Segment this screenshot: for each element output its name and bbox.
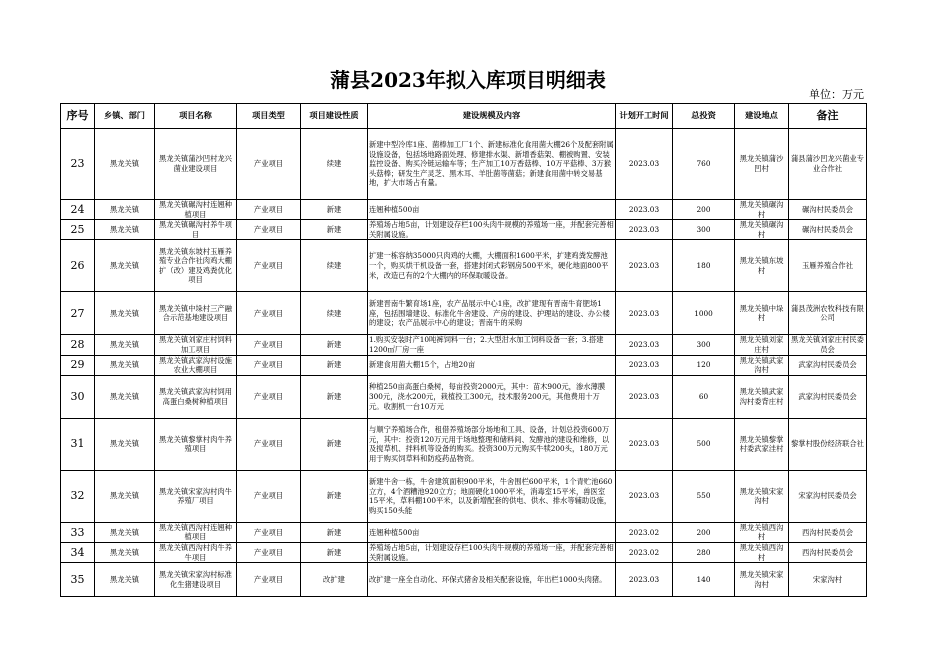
cell-site: 黑龙关镇碾沟村 (735, 220, 789, 240)
cell-start-time: 2023.03 (616, 292, 673, 335)
cell-note: 玉雁养殖合作社 (789, 240, 867, 292)
cell-nature: 改扩建 (301, 563, 368, 597)
cell-scope: 1.购买安装时产10吨裤饲料一台；2.大型泔水加工饲料设备一套；3.搭建1200㎡厂房一座 (368, 335, 616, 355)
cell-town: 黑龙关镇 (95, 522, 155, 542)
cell-note: 碾沟村民委员会 (789, 220, 867, 240)
cell-total-investment: 200 (673, 522, 735, 542)
cell-no: 26 (61, 240, 95, 292)
table-row (61, 220, 867, 240)
cell-site: 黑龙关镇东坡村 (735, 240, 789, 292)
cell-site: 黑龙关镇西沟村 (735, 542, 789, 562)
header-no: 序号 (61, 104, 95, 129)
cell-start-time: 2023.03 (616, 418, 673, 470)
cell-start-time: 2023.03 (616, 200, 673, 220)
cell-site: 黑龙关镇碾沟村 (735, 200, 789, 220)
cell-total-investment: 140 (673, 563, 735, 597)
cell-no: 28 (61, 335, 95, 355)
cell-note: 武家沟村民委员会 (789, 355, 867, 375)
cell-total-investment: 120 (673, 355, 735, 375)
cell-project-type: 产业项目 (237, 240, 301, 292)
cell-project-name: 黑龙关镇蒲沙凹村龙兴菌业建设项目 (155, 129, 237, 200)
table-row (61, 355, 867, 375)
cell-town: 黑龙关镇 (95, 220, 155, 240)
cell-no: 29 (61, 355, 95, 375)
cell-town: 黑龙关镇 (95, 375, 155, 418)
cell-note: 宋家沟村民委员会 (789, 470, 867, 522)
cell-total-investment: 280 (673, 542, 735, 562)
cell-project-type: 产业项目 (237, 470, 301, 522)
cell-note: 黑龙关镇刘家庄村民委员会 (789, 335, 867, 355)
cell-total-investment: 1000 (673, 292, 735, 335)
cell-start-time: 2023.02 (616, 522, 673, 542)
cell-nature: 新建 (301, 522, 368, 542)
cell-no: 23 (61, 129, 95, 200)
cell-project-type: 产业项目 (237, 220, 301, 240)
cell-project-type: 产业项目 (237, 542, 301, 562)
cell-town: 黑龙关镇 (95, 542, 155, 562)
cell-site: 黑龙关镇西沟村 (735, 522, 789, 542)
cell-town: 黑龙关镇 (95, 563, 155, 597)
cell-project-name: 黑龙关镇东坡村玉雁养殖专业合作社肉鸡大棚扩（改）建及鸡粪优化项目 (155, 240, 237, 292)
cell-project-type: 产业项目 (237, 375, 301, 418)
cell-scope: 养殖场占地5亩，计划建设存栏100头肉牛规模的养殖场一座，并配套完善相关附属设施。 (369, 542, 614, 562)
cell-total-investment: 180 (673, 240, 735, 292)
cell-nature: 续建 (301, 292, 368, 335)
cell-project-name: 黑龙关镇宋家沟村标准化生猪建设项目 (155, 563, 237, 597)
header-start: 计划开工时间 (616, 104, 673, 129)
cell-town: 黑龙关镇 (95, 200, 155, 220)
cell-start-time: 2023.03 (616, 335, 673, 355)
header-site: 建设地点 (735, 104, 789, 129)
cell-project-name: 黑龙关镇碾沟村养牛项目 (155, 220, 237, 240)
cell-scope: 种植250亩高蛋白桑树，每亩投资2000元，其中：苗木900元，渗水薄膜300元，浇水200元，栽植投工300元，技术服务200元，其他费用十万元。收割机一台10万元 (368, 375, 616, 418)
table-row (61, 418, 867, 470)
cell-project-type: 产业项目 (237, 563, 301, 597)
cell-town: 黑龙关镇 (95, 355, 155, 375)
cell-site: 黑龙关镇武家沟村 (735, 355, 789, 375)
cell-project-type: 产业项目 (237, 292, 301, 335)
cell-note: 蒲县蒲沙凹龙兴菌业专业合作社 (789, 129, 867, 200)
cell-project-name: 黑龙关镇西沟村连翘种植项目 (155, 522, 237, 542)
cell-site: 黑龙关镇蒲沙凹村 (735, 129, 789, 200)
cell-site: 黑龙关镇武家沟村委背庄村 (735, 375, 789, 418)
cell-town: 黑龙关镇 (95, 292, 155, 335)
cell-nature: 续建 (301, 240, 368, 292)
cell-nature: 新建 (301, 355, 368, 375)
cell-project-name: 黑龙关镇武家沟村饲用高蛋白桑树种植项目 (155, 375, 237, 418)
cell-nature: 新建 (301, 470, 368, 522)
table-row (61, 470, 867, 522)
cell-start-time: 2023.02 (616, 542, 673, 562)
header-note: 备注 (789, 104, 867, 129)
cell-total-investment: 300 (673, 335, 735, 355)
cell-project-type: 产业项目 (237, 418, 301, 470)
cell-scope: 与顺宁养殖场合作，租借养殖场部分场地和工具、设备，计划总投资600万元，其中：投资120万元用于场地整理和储料间、发酵池的建设和维修，以及搅草机、拌料机等设备的购买。投资300万元购买牛犊200头，180万元用于购买饲草料和防疫药品物资。 (368, 418, 616, 470)
table-body (61, 129, 867, 597)
cell-scope: 新建食用菌大棚15个，占地20亩 (368, 355, 616, 375)
cell-project-name: 黑龙关镇中垛村三产融合示范基地建设项目 (155, 292, 237, 335)
table-header-row (61, 104, 867, 129)
cell-scope: 养殖场占地5亩，计划建设存栏100头肉牛规模的养殖场一座，并配套完善相关附属设施。 (369, 220, 614, 239)
cell-start-time: 2023.03 (616, 355, 673, 375)
cell-total-investment: 550 (673, 470, 735, 522)
cell-nature: 新建 (301, 542, 368, 562)
table-row (61, 335, 867, 355)
cell-total-investment: 500 (673, 418, 735, 470)
table-row (61, 200, 867, 220)
header-invest: 总投资 (673, 104, 735, 129)
cell-no: 34 (61, 542, 95, 562)
cell-no: 27 (61, 292, 95, 335)
cell-note: 蒲县茂洲农牧科技有限公司 (789, 292, 867, 335)
table-row (61, 292, 867, 335)
cell-total-investment: 760 (673, 129, 735, 200)
cell-scope: 连翘种植500亩 (368, 200, 616, 220)
cell-site: 黑龙关镇黎掌村委武家洼村 (735, 418, 789, 470)
cell-note: 西沟村民委员会 (789, 542, 867, 562)
header-type: 项目类型 (237, 104, 301, 129)
cell-nature: 续建 (301, 129, 368, 200)
cell-note: 武家沟村民委员会 (789, 375, 867, 418)
table-row (61, 240, 867, 292)
cell-start-time: 2023.03 (616, 129, 673, 200)
cell-scope: 新建中型冷库1座、菌棒加工厂1个、新建标准化食用菌大棚26个及配套附属设施设备，包括场地路面处理、修建排水渠、新增香菇架、棚被购置、安装监控设备、购买冷链运输车等；生产加工10万香菇棒、10万平菇棒、3万猴头菇棒；研发生产灵芝、黑木耳、羊肚菌等菌菇；新建食用菌中转交易基地，扩大市场占有量。 (368, 129, 616, 200)
cell-nature: 新建 (301, 418, 368, 470)
cell-nature: 新建 (301, 200, 368, 220)
cell-site: 黑龙关镇中垛村 (735, 292, 789, 335)
cell-nature: 新建 (301, 220, 368, 240)
cell-note: 碾沟村民委员会 (789, 200, 867, 220)
cell-project-name: 黑龙关镇武家沟村设施农业大棚项目 (155, 355, 237, 375)
project-table (60, 103, 867, 597)
header-scope: 建设规模及内容 (368, 104, 616, 129)
cell-no: 30 (61, 375, 95, 418)
cell-project-name: 黑龙关镇宋家沟村肉牛养殖厂项目 (155, 470, 237, 522)
cell-note: 黎掌村股份经济联合社 (789, 418, 867, 470)
table-row (61, 129, 867, 200)
cell-town: 黑龙关镇 (95, 470, 155, 522)
header-town: 乡镇、部门 (95, 104, 155, 129)
header-nature: 项目建设性质 (301, 104, 368, 129)
cell-project-name: 黑龙关镇西沟村肉牛养牛项目 (155, 542, 237, 562)
table-row (61, 542, 867, 562)
cell-project-name: 黑龙关镇碾沟村连翘种植项目 (155, 200, 237, 220)
cell-no: 24 (61, 200, 95, 220)
cell-town: 黑龙关镇 (95, 129, 155, 200)
cell-no: 25 (61, 220, 95, 240)
header-name: 项目名称 (155, 104, 237, 129)
cell-nature: 新建 (301, 335, 368, 355)
cell-project-type: 产业项目 (237, 200, 301, 220)
unit-label: 单位：万元 (809, 88, 864, 101)
page-title: 蒲县2023年拟入库项目明细表 (330, 68, 606, 92)
cell-scope: 新建牛舍一栋，牛舍建筑面积900平米，牛舍围栏600平米，1个青贮池660立方，4个酒糟池920立方；地面硬化1000平米，消毒室15平米，兽医室15平米，草料棚100平米，以及新增配套的供电、供水、排水等辅助设施，购买150头能 (368, 470, 616, 522)
cell-no: 31 (61, 418, 95, 470)
cell-scope: 改扩建一座全自动化、环保式猪舍及相关配套设施，年出栏1000头肉猪。 (368, 563, 616, 597)
cell-site: 黑龙关镇刘家庄村 (735, 335, 789, 355)
cell-note: 西沟村民委员会 (789, 522, 867, 542)
cell-no: 33 (61, 522, 95, 542)
cell-project-name: 黑龙关镇刘家庄村饲料加工项目 (155, 335, 237, 355)
cell-site: 黑龙关镇宋家沟村 (735, 470, 789, 522)
cell-start-time: 2023.03 (616, 220, 673, 240)
cell-scope: 连翘种植500亩 (368, 522, 616, 542)
cell-start-time: 2023.03 (616, 375, 673, 418)
cell-project-type: 产业项目 (237, 335, 301, 355)
cell-total-investment: 300 (673, 220, 735, 240)
cell-project-type: 产业项目 (237, 355, 301, 375)
cell-project-type: 产业项目 (237, 522, 301, 542)
cell-start-time: 2023.03 (616, 240, 673, 292)
cell-town: 黑龙关镇 (95, 240, 155, 292)
cell-note: 宋家沟村 (789, 563, 867, 597)
cell-project-name: 黑龙关镇黎掌村肉牛养殖项目 (155, 418, 237, 470)
cell-start-time: 2023.03 (616, 563, 673, 597)
table-row (61, 563, 867, 597)
table-row (61, 375, 867, 418)
cell-town: 黑龙关镇 (95, 335, 155, 355)
cell-no: 32 (61, 470, 95, 522)
cell-total-investment: 60 (673, 375, 735, 418)
cell-project-type: 产业项目 (237, 129, 301, 200)
cell-town: 黑龙关镇 (95, 418, 155, 470)
cell-scope: 新建晋南牛繁育场1座，农产品展示中心1座，改扩建现有晋南牛育肥场1座，包括围墙建设、标准化牛舍建设、产房的建设、护理站的建设、办公楼的建设；农产品展示中心的建设；晋南牛的采购 (368, 292, 616, 335)
cell-site: 黑龙关镇宋家沟村 (735, 563, 789, 597)
cell-start-time: 2023.03 (616, 470, 673, 522)
table-row (61, 522, 867, 542)
cell-nature: 新建 (301, 375, 368, 418)
cell-total-investment: 200 (673, 200, 735, 220)
cell-scope: 扩建一栋容纳35000只肉鸡的大棚，大棚面积1600平米，扩建鸡粪发酵池一个，购买烘干机设备一套，搭建封闭式彩钢房500平米，硬化地面800平米，改造已有的2个大棚内的环保取暖设备。 (368, 240, 616, 292)
cell-no: 35 (61, 563, 95, 597)
